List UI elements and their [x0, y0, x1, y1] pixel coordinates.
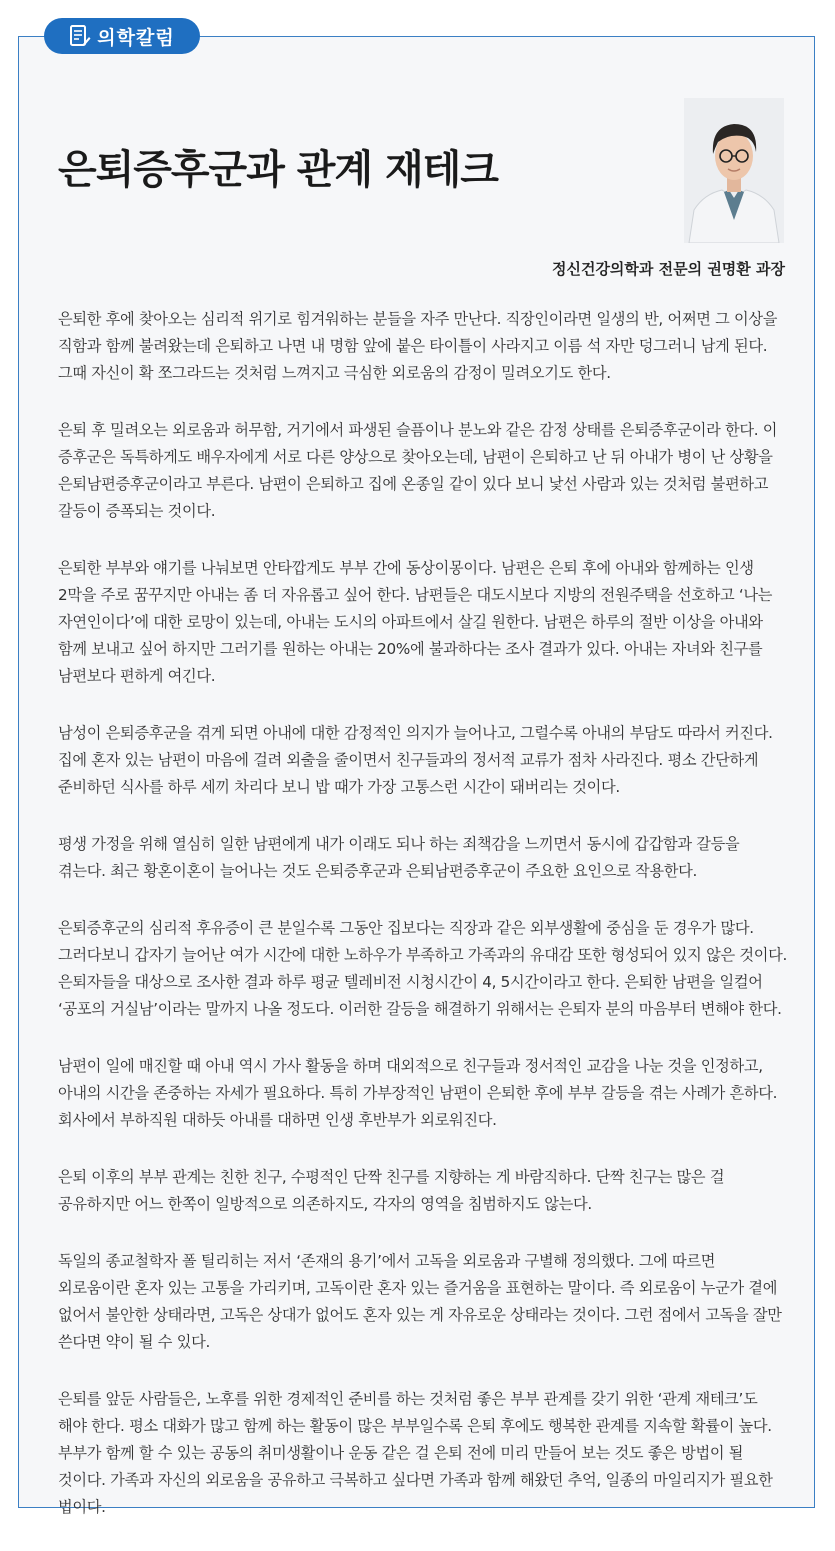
paragraph: 은퇴 후 밀려오는 외로움과 허무함, 거기에서 파생된 슬픔이나 분노와 같은 감정 상태를 은퇴증후군이라 한다. 이 증후군은 독특하게도 배우자에게 서로 다른 양상으로 찾아오는데, 남편이 은퇴하고 난 뒤 아내가 병이 난 상황을 은퇴남편증후군이라고 부른다. 남편이 은퇴하고 집에 온종일 같이 있다 보니 낯선 사람과 있는 것처럼 불편하고 갈등이 증폭되는 것이다. [58, 421, 778, 520]
paragraph: 독일의 종교철학자 폴 틸리히는 저서 ‘존재의 용기’에서 고독을 외로움과 구별해 정의했다. 그에 따르면 외로움이란 혼자 있는 고통을 가리키며, 고독이란 혼자 있는 즐거움을 표현하는 말이다. 즉 외로움이 누군가 곁에 없어서 불안한 상태라면, 고독은 상대가 없어도 혼자 있는 게 자유로운 상태라는 것이다. 그런 점에서 고독을 잘만 쓴다면 약이 될 수 있다. [58, 1252, 782, 1351]
paragraph: 은퇴한 부부와 얘기를 나눠보면 안타깝게도 부부 간에 동상이몽이다. 남편은 은퇴 후에 아내와 함께하는 인생 2막을 주로 꿈꾸지만 아내는 좀 더 자유롭고 싶어 한다. 남편들은 대도시보다 지방의 전원주택을 선호하고 ‘나는 자연인이다’에 대한 로망이 있는데, 아내는 도시의 아파트에서 살길 원한다. 남편은 하루의 절반 이상을 아내와 함께 보내고 싶어 하지만 그러기를 원하는 아내는 20%에 불과하다는 조사 결과가 있다. 아내는 자녀와 친구를 남편보다 편하게 여긴다. [58, 559, 773, 685]
paragraph: 은퇴증후군의 심리적 후유증이 큰 분일수록 그동안 집보다는 직장과 같은 외부생활에 중심을 둔 경우가 많다. 그러다보니 갑자기 늘어난 여가 시간에 대한 노하우가 부족하고 가족과의 유대감 또한 형성되어 있지 않은 것이다. 은퇴자들을 대상으로 조사한 결과 하루 평균 텔레비전 시청시간이 4, 5시간이라고 한다. 은퇴한 남편을 일컬어 ‘공포의 거실남’이라는 말까지 나올 정도다. 이러한 갈등을 해결하기 위해서는 은퇴자 분의 마음부터 변해야 한다. [58, 919, 787, 1018]
paragraph: 은퇴를 앞둔 사람들은, 노후를 위한 경제적인 준비를 하는 것처럼 좋은 부부 관계를 갖기 위한 ‘관계 재테크’도 해야 한다. 평소 대화가 많고 함께 하는 활동이 많은 부부일수록 은퇴 후에도 행복한 관계를 지속할 확률이 높다. 부부가 함께 할 수 있는 공동의 취미생활이나 운동 같은 걸 은퇴 전에 미리 만들어 보는 것도 좋은 방법이 될 것이다. 가족과 자신의 외로움을 공유하고 극복하고 싶다면 가족과 함께 해왔던 추억, 일종의 마일리지가 필요한 법이다. [58, 1390, 773, 1516]
author-byline: 정신건강의학과 전문의 권명환 과장 [551, 260, 785, 278]
paragraph: 은퇴 이후의 부부 관계는 친한 친구, 수평적인 단짝 친구를 지향하는 게 바람직하다. 단짝 친구는 많은 걸 공유하지만 어느 한쪽이 일방적으로 의존하지도, 각자의 영역을 침범하지도 않는다. [58, 1168, 725, 1213]
paragraph: 남성이 은퇴증후군을 겪게 되면 아내에 대한 감정적인 의지가 늘어나고, 그럴수록 아내의 부담도 따라서 커진다. 집에 혼자 있는 남편이 마음에 걸려 외출을 줄이면서 친구들과의 정서적 교류가 점차 사라진다. 평소 간단하게 준비하던 식사를 하루 세끼 차리다 보니 밥 때가 가장 고통스런 시간이 돼버리는 것이다. [58, 724, 773, 796]
paragraph: 남편이 일에 매진할 때 아내 역시 가사 활동을 하며 대외적으로 친구들과 정서적인 교감을 나눈 것을 인정하고, 아내의 시간을 존중하는 자세가 필요하다. 특히 가부장적인 남편이 은퇴한 후에 부부 갈등을 겪는 사례가 흔하다. 회사에서 부하직원 대하듯 아내를 대하면 인생 후반부가 외로워진다. [58, 1057, 778, 1129]
article-title: 은퇴증후군과 관계 재테크 [58, 147, 498, 193]
paragraph: 평생 가정을 위해 열심히 일한 남편에게 내가 이래도 되나 하는 죄책감을 느끼면서 동시에 갑갑함과 갈등을 겪는다. 최근 황혼이혼이 늘어나는 것도 은퇴증후군과 은퇴남편증후군이 주요한 요인으로 작용한다. [58, 835, 740, 880]
author-photo [684, 98, 784, 243]
section-badge-label: 의학칼럼 [97, 26, 175, 49]
paragraph: 은퇴한 후에 찾아오는 심리적 위기로 힘겨워하는 분들을 자주 만난다. 직장인이라면 일생의 반, 어쩌면 그 이상을 직함과 함께 불려왔는데 은퇴하고 나면 내 명함 앞에 붙은 타이틀이 사라지고 이름 석 자만 덩그러니 남게 된다. 그때 자신이 확 쪼그라드는 것처럼 느껴지고 극심한 외로움의 감정이 밀려오기도 한다. [58, 310, 778, 382]
section-badge [44, 18, 200, 54]
article-body [58, 306, 788, 1551]
document-pen-icon [69, 24, 91, 48]
